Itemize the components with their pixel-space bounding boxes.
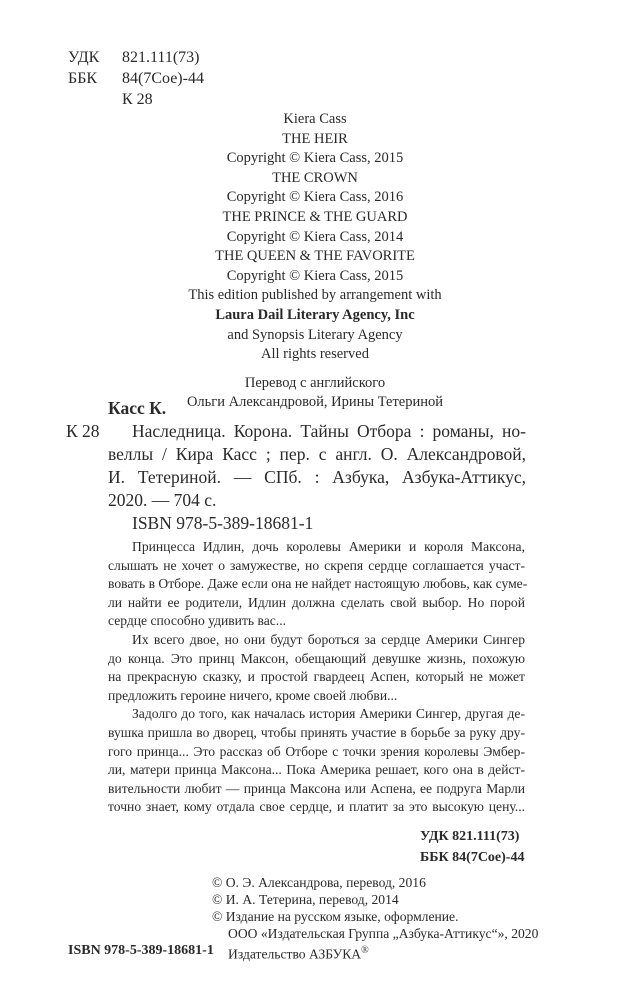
rights-line: Kiera Cass [283, 111, 347, 127]
abstract-line: ли, матери принца Максона... Пока Америка решает, кого она в дейст- [108, 762, 525, 778]
abstract-line: ли найти ее родители, Идлин должна сделать свой выбор. Но порой [108, 594, 525, 610]
abstract-line: вовать в Отборе. Даже если она не найдет настоящую любовь, как суме- [108, 576, 528, 592]
abstract-line: Их всего двое, но они будут бороться за сердце Америки Сингер [132, 631, 525, 647]
rights-line: This edition published by arrangement with [188, 287, 442, 304]
footer-udk: УДК 821.111(73) [420, 829, 520, 844]
biblio-mark: К 28 [66, 421, 100, 441]
biblio-author: Касс К. [108, 398, 167, 418]
rights-line: THE QUEEN & THE FAVORITE [215, 248, 415, 265]
copyright-notices [212, 874, 538, 963]
rights-line: All rights reserved [261, 346, 369, 363]
biblio-line: веллы / Кира Касс ; пер. с англ. О. Александровой, [108, 444, 526, 464]
abstract-line: предложить героине ничего, кроме своей любви... [108, 687, 398, 703]
abstract-line: вушка пришла во дворец, чтобы принять участие в борьбе за руку дру- [108, 724, 525, 740]
imprint-name: Издательство АЗБУКА [228, 946, 362, 962]
biblio-line: И. Тетериной. — СПб. : Азбука, Азбука-Аттикус, [108, 467, 526, 487]
biblio-line: Наследница. Корона. Тайны Отбора : романы, но- [132, 421, 526, 441]
abstract-line: на прекрасную сказку, и простой гвардеец Аспен, который не может [108, 669, 525, 685]
rights-line: Copyright © Kiera Cass, 2014 [226, 228, 404, 245]
rights-line: Copyright © Kiera Cass, 2015 [226, 150, 404, 167]
rights-line: THE CROWN [272, 169, 358, 186]
abstract-line: Задолго до того, как началась история Америки Сингер, другая де- [132, 706, 525, 722]
abstract-line: сердце способно удивить вас... [108, 613, 286, 629]
abstract-line: до конца. Это принц Максон, обещающий девушке жизнь, похожую [108, 650, 525, 666]
rights-block [100, 110, 530, 413]
abstract-line: точно знает, кому отдала свое сердце, и платит за это высокую цену... [108, 799, 525, 815]
publisher-line: ООО «Издательская Группа „Азбука-Аттикус“», 2020 [228, 926, 539, 941]
copyright-line: © И. А. Тетерина, перевод, 2014 [212, 892, 399, 907]
footer-bbk: ББК 84(7Сое)-44 [420, 850, 525, 865]
udk-label: УДК [68, 49, 100, 66]
translation-line: Ольги Александровой, Ирины Тетериной [186, 394, 444, 411]
abstract-line: Принцесса Идлин, дочь королевы Америки и короля Максона, [132, 539, 525, 554]
rights-line: and Synopsis Literary Agency [227, 326, 403, 343]
translation-line: Перевод с английского [244, 374, 386, 391]
abstract-line: вительности любит — принца Максона или Аспена, ее подруга Марли [108, 780, 525, 796]
abstract-line: гого принца... Это рассказ об Отборе с точки зрения королевы Эмбер- [108, 743, 525, 759]
bbk-code: 84(7Сое)-44 [122, 70, 204, 87]
rights-line: THE PRINCE & THE GUARD [222, 208, 408, 225]
bbk-label: ББК [68, 70, 98, 87]
rights-line: Copyright © Kiera Cass, 2015 [226, 267, 404, 284]
copyright-line: © Издание на русском языке, оформление. [212, 909, 459, 924]
author-mark: К 28 [122, 91, 153, 108]
registered-mark: ® [361, 945, 369, 956]
agency-name: Laura Dail Literary Agency, Inc [215, 306, 415, 323]
rights-line: Copyright © Kiera Cass, 2016 [226, 189, 404, 206]
copyright-line: © О. Э. Александрова, перевод, 2016 [212, 875, 426, 890]
biblio-line: 2020. — 704 с. [108, 490, 217, 510]
biblio-description [108, 420, 526, 535]
footer-isbn: ISBN 978-5-389-18681-1 [68, 943, 214, 958]
udk-code: 821.111(73) [122, 49, 200, 66]
abstract-line: слышать не хочет о замужестве, но скрепя сердце соглашается участ- [108, 557, 525, 573]
abstract [108, 538, 528, 817]
biblio-isbn: ISBN 978-5-389-18681-1 [132, 513, 314, 533]
rights-line: THE HEIR [282, 130, 348, 147]
imprint-line [212, 942, 538, 963]
